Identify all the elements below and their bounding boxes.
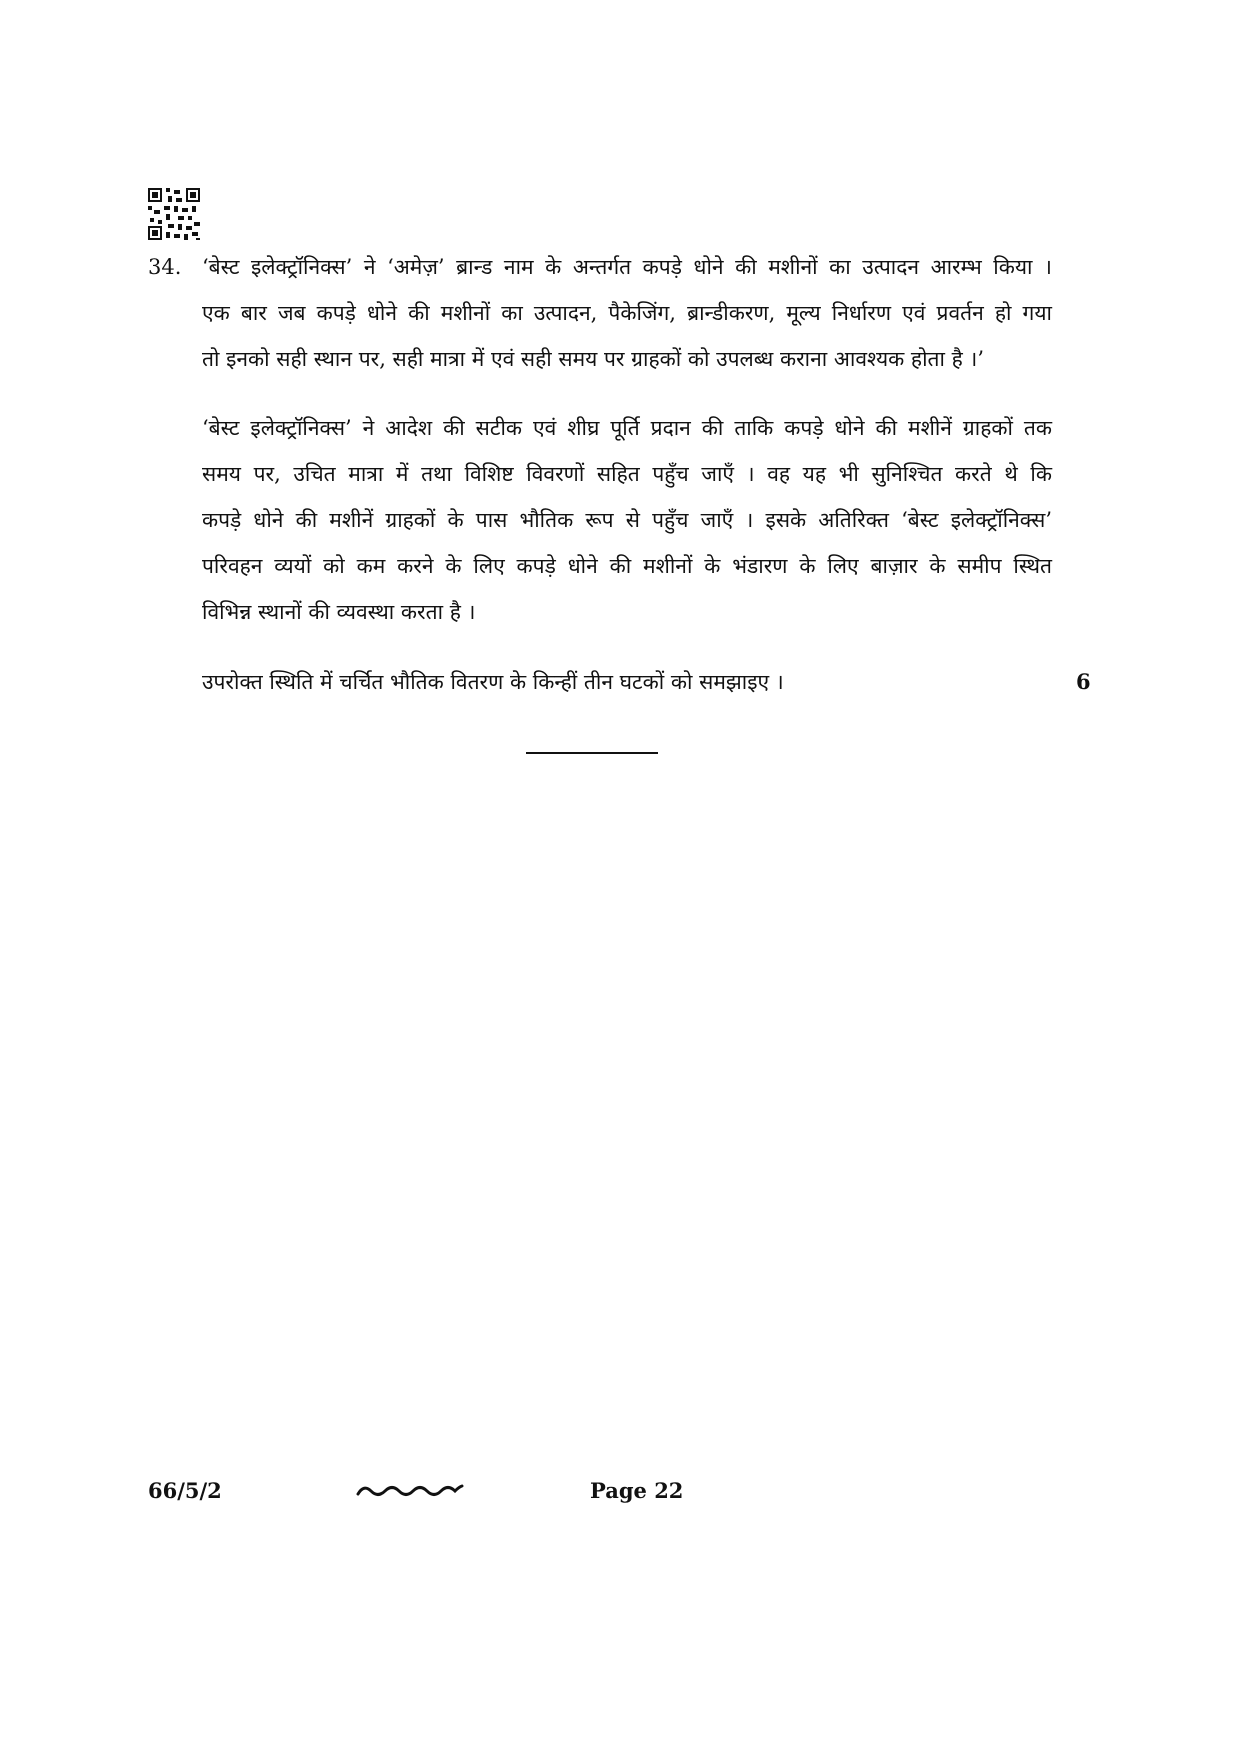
end-of-question-rule [526, 752, 658, 754]
paper-code: 66/5/2 [148, 1478, 222, 1503]
paragraph-line: एक बार जब कपड़े धोने की मशीनों का उत्पादन, पैकेजिंग, ब्रान्डीकरण, मूल्य निर्धारण एवं प्रवर्तन हो गया [202, 301, 1052, 325]
qr-code-icon [148, 188, 200, 240]
paragraph-line: कपड़े धोने की मशीनें ग्राहकों के पास भौतिक रूप से पहुँच जाएँ । इसके अतिरिक्त ‘बेस्ट इलेक्ट्रॉनिक्स’ [202, 508, 1052, 532]
paragraph-line: समय पर, उचित मात्रा में तथा विशिष्ट विवरणों सहित पहुँच जाएँ । वह यह भी सुनिश्चित करते थे कि [202, 462, 1052, 486]
page-number: Page 22 [590, 1478, 684, 1503]
paragraph-line: ‘बेस्ट इलेक्ट्रॉनिक्स’ ने आदेश की सटीक एवं शीघ्र पूर्ति प्रदान की ताकि कपड़े धोने की मशीनें ग्राहकों तक [202, 416, 1052, 440]
question-number: 34. [148, 255, 182, 279]
wave-ornament-icon [356, 1480, 464, 1502]
question-paragraph-1 [202, 244, 1052, 382]
paragraph-line: विभिन्न स्थानों की व्यवस्था करता है । [202, 600, 476, 624]
question-instruction: उपरोक्त स्थिति में चर्चित भौतिक वितरण के किन्हीं तीन घटकों को समझाइए । [202, 670, 784, 694]
paragraph-line: तो इनको सही स्थान पर, सही मात्रा में एवं सही समय पर ग्राहकों को उपलब्ध कराना आवश्यक होता है ।’ [202, 347, 985, 371]
question-paragraph-2 [202, 405, 1052, 635]
paragraph-line: ‘बेस्ट इलेक्ट्रॉनिक्स’ ने ‘अमेज़’ ब्रान्ड नाम के अन्तर्गत कपड़े धोने की मशीनों का उत्पादन आरम्भ किया । [202, 255, 1052, 279]
question-marks: 6 [1076, 669, 1091, 694]
paragraph-line: परिवहन व्ययों को कम करने के लिए कपड़े धोने की मशीनों के भंडारण के लिए बाज़ार के समीप स्थित [202, 554, 1052, 578]
